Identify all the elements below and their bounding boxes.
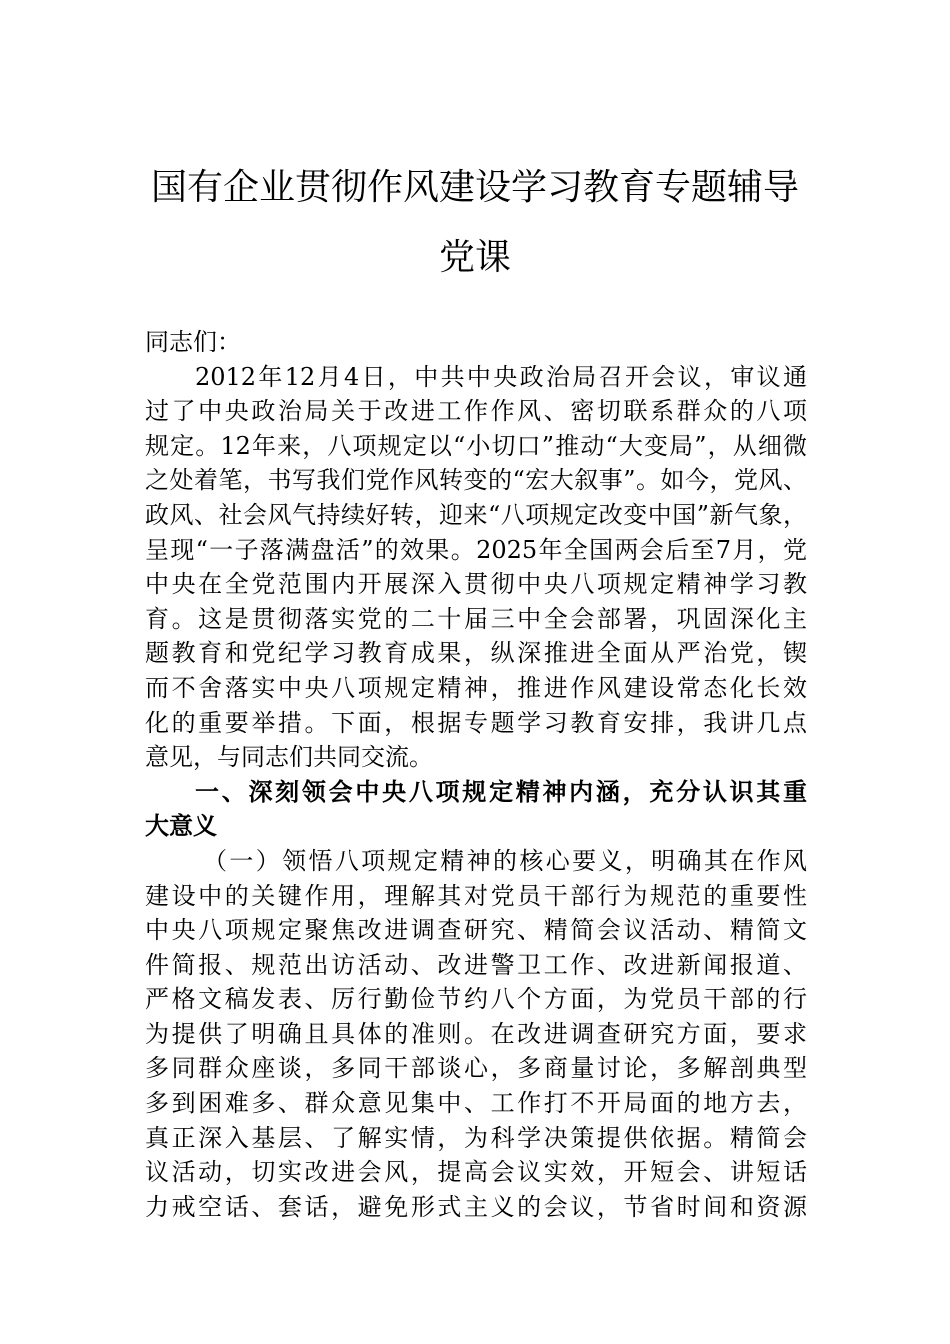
body-line: 而不舍落实中央八项规定精神，推进作风建设常态化长效 — [145, 673, 807, 702]
body-line: 呈现“一子落满盘活”的效果。2025年全国两会后至7月，党 — [145, 535, 807, 564]
body-line: 件简报、规范出访活动、改进警卫工作、改进新闻报道、 — [145, 950, 807, 979]
body-line: 多到困难多、群众意见集中、工作打不开局面的地方去， — [145, 1089, 807, 1118]
salutation: 同志们： — [145, 328, 241, 356]
body-line: 2012年12月4日，中共中央政治局召开会议，审议通 — [195, 362, 807, 391]
body-line: 政风、社会风气持续好转，迎来“八项规定改变中国”新气象， — [145, 500, 807, 529]
body-line: 化的重要举措。下面，根据专题学习教育安排，我讲几点 — [145, 708, 807, 737]
body-line: 为提供了明确且具体的准则。在改进调查研究方面，要求 — [145, 1019, 807, 1048]
body-line: 中央在全党范围内开展深入贯彻中央八项规定精神学习教 — [145, 570, 807, 599]
body-line: 议活动，切实改进会风，提高会议实效，开短会、讲短话 — [145, 1158, 807, 1187]
body-line: 育。这是贯彻落实党的二十届三中全会部署，巩固深化主 — [145, 604, 807, 633]
body-line: 中央八项规定聚焦改进调查研究、精简会议活动、精简文 — [145, 916, 807, 945]
document-body — [145, 325, 807, 1224]
document-title-line-2: 党课 — [438, 237, 511, 278]
document-title-line-1: 国有企业贯彻作风建设学习教育专题辅导 — [150, 167, 799, 208]
body-line: 建设中的关键作用，理解其对党员干部行为规范的重要性 — [145, 881, 807, 910]
body-line: 题教育和党纪学习教育成果，纵深推进全面从严治党，锲 — [145, 639, 807, 668]
section-heading: 一、深刻领会中央八项规定精神内涵，充分认识其重 — [195, 776, 807, 806]
body-line: 规定。12年来，八项规定以“小切口”推动“大变局”，从细微 — [145, 431, 807, 460]
body-line: 之处着笔，书写我们党作风转变的“宏大叙事”。如今，党风、 — [145, 466, 807, 495]
body-line: 真正深入基层、了解实情，为科学决策提供依据。精简会 — [145, 1123, 807, 1152]
body-line: 多同群众座谈，多同干部谈心，多商量讨论，多解剖典型 — [145, 1054, 807, 1083]
body-line: 力戒空话、套话，避免形式主义的会议，节省时间和资源 — [145, 1192, 807, 1221]
subsection-heading: （一）领悟八项规定精神的核心要义，明确其在作风 — [203, 846, 807, 875]
body-line: 过了中央政治局关于改进工作作风、密切联系群众的八项 — [145, 397, 807, 426]
body-line: 意见，与同志们共同交流。 — [145, 743, 433, 772]
section-heading: 大意义 — [145, 811, 217, 841]
body-line: 严格文稿发表、厉行勤俭节约八个方面，为党员干部的行 — [145, 985, 807, 1014]
